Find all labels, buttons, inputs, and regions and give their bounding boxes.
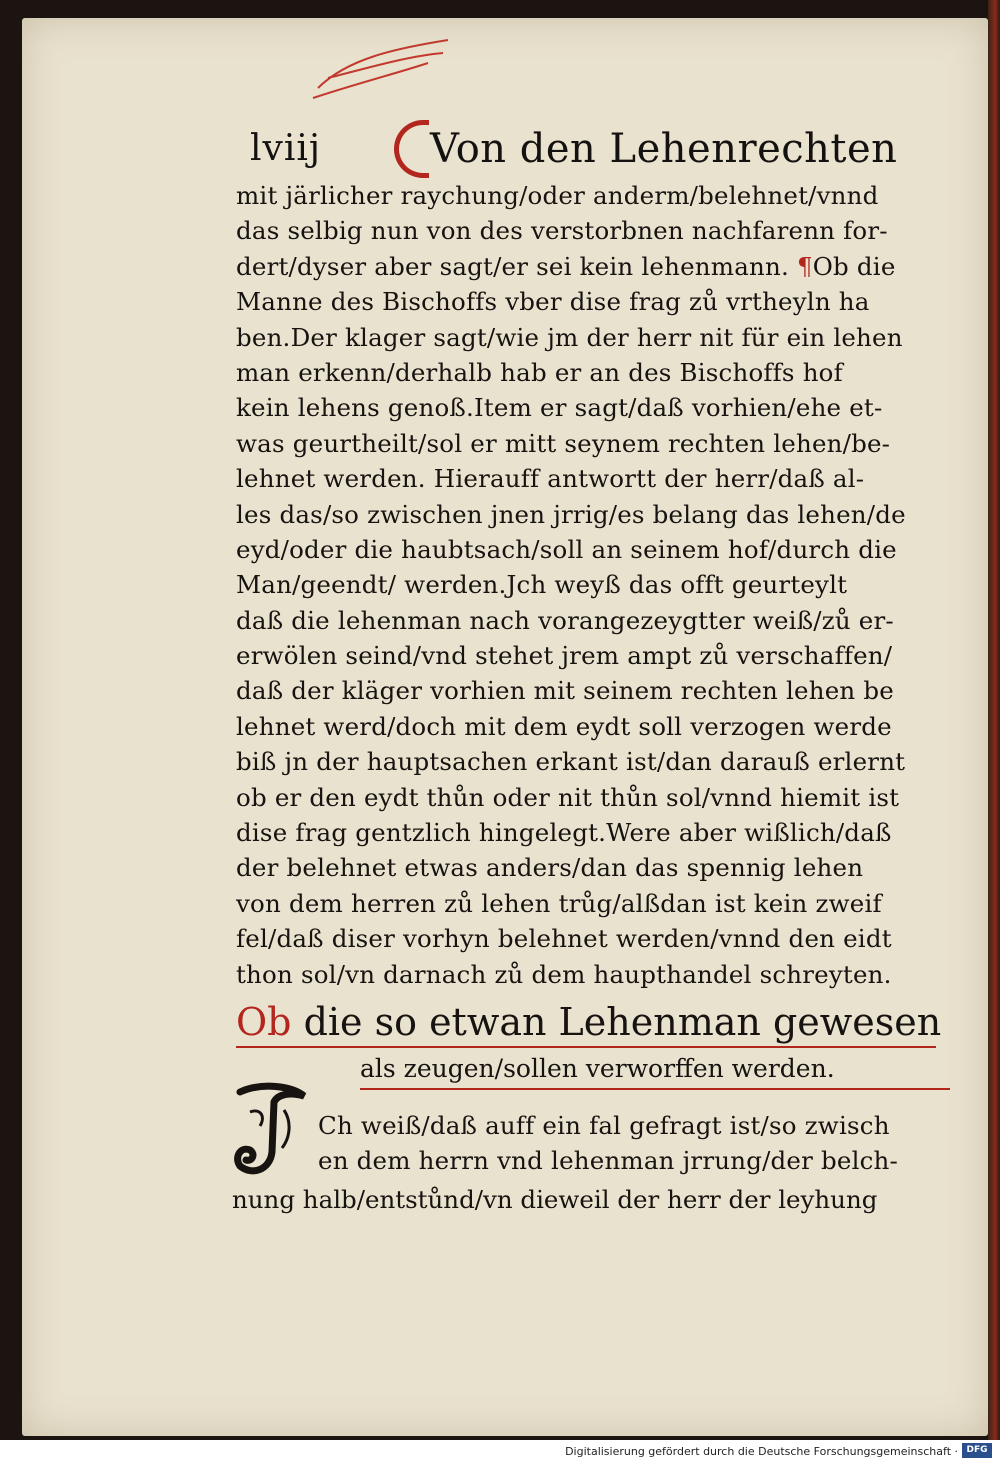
text-line: fel/daß diser vorhyn belehnet werden/vnnd den eidt — [236, 924, 892, 954]
text-line: biß jn der hauptsachen erkant ist/dan darauß erlernt — [236, 747, 906, 777]
folio-number: lviij — [250, 128, 322, 169]
text-line: Ch weiß/daß auff ein fal gefragt ist/so zwisch — [318, 1111, 890, 1140]
rubric-mark: ¶ — [796, 251, 813, 281]
footer-bar — [0, 1440, 1000, 1463]
dfg-logo: DFG — [962, 1443, 992, 1458]
text-line: das selbig nun von des verstorbnen nachfarenn for- — [236, 216, 888, 246]
text-line: der belehnet etwas anders/dan das spennig lehen — [236, 853, 864, 883]
funding-credit: Digitalisierung gefördert durch die Deutsche Forschungsgemeinschaft · — [565, 1445, 958, 1458]
running-title: Von den Lehenrechten — [430, 126, 898, 172]
text-line: Man/geendt/ werden.Jch weyß das offt geurteylt — [236, 570, 848, 600]
heading-initial: Ob — [236, 1000, 292, 1044]
subheading-underline — [360, 1088, 950, 1090]
text-line: mit järlicher raychung/oder anderm/belehnet/vnnd — [236, 181, 879, 210]
text-line: eyd/oder die haubtsach/soll an seinem hof/durch die — [236, 534, 897, 564]
heading-text: die so etwan Lehenman gewesen — [291, 1000, 942, 1044]
text-line: ob er den eydt thůn oder nit thůn sol/vnnd hiemit ist — [236, 782, 900, 812]
text-line: erwölen seind/vnd stehet jrem ampt zů verschaffen/ — [236, 641, 893, 671]
text-line: lehnet werd/doch mit dem eydt soll verzogen werde — [236, 711, 892, 741]
paragraph — [318, 1108, 948, 1179]
text-line: kein lehens genoß.Item er sagt/daß vorhien/ehe et- — [236, 393, 883, 423]
body-text — [236, 178, 952, 992]
text-line: nung halb/entstůnd/vn dieweil der herr der leyhung — [232, 1185, 878, 1214]
text-line: dise frag gentzlich hingelegt.Were aber wißlich/daß — [236, 818, 892, 848]
text-line: Manne des Bischoffs vber dise frag zů vrtheyln ha — [236, 287, 870, 317]
text-line: ben.Der klager sagt/wie jm der herr nit für ein lehen — [236, 322, 903, 352]
text-line: von dem herren zů lehen trůg/alßdan ist kein zweif — [236, 888, 882, 918]
book-edge — [988, 0, 1000, 1440]
section-heading — [236, 1000, 941, 1044]
text-line: daß die lehenman nach vorangezeygtter weiß/zů er- — [236, 605, 894, 635]
section-subheading: als zeugen/sollen verworffen werden. — [360, 1054, 835, 1083]
text-line: thon sol/vn darnach zů dem haupthandel schreyten. — [236, 959, 892, 989]
decorated-initial-j-icon — [232, 1082, 310, 1178]
text-line: daß der kläger vorhien mit seinem rechten lehen be — [236, 676, 894, 706]
text-line: was geurtheilt/sol er mitt seynem rechten lehen/be- — [236, 428, 891, 458]
text-line: dert/dyser aber sagt/er sei kein lehenmann. ¶Ob die — [236, 251, 896, 281]
text-line: man erkenn/derhalb hab er an des Bischoffs hof — [236, 357, 843, 387]
red-scribble-mark — [308, 28, 458, 108]
text-line: les das/so zwischen jnen jrrig/es belang das lehen/de — [236, 499, 906, 529]
text-line: lehnet werden. Hierauff antwortt der herr/daß al- — [236, 464, 865, 494]
text-line: en dem herrn vnd lehenman jrrung/der belch- — [318, 1146, 899, 1176]
heading-underline — [236, 1046, 936, 1048]
